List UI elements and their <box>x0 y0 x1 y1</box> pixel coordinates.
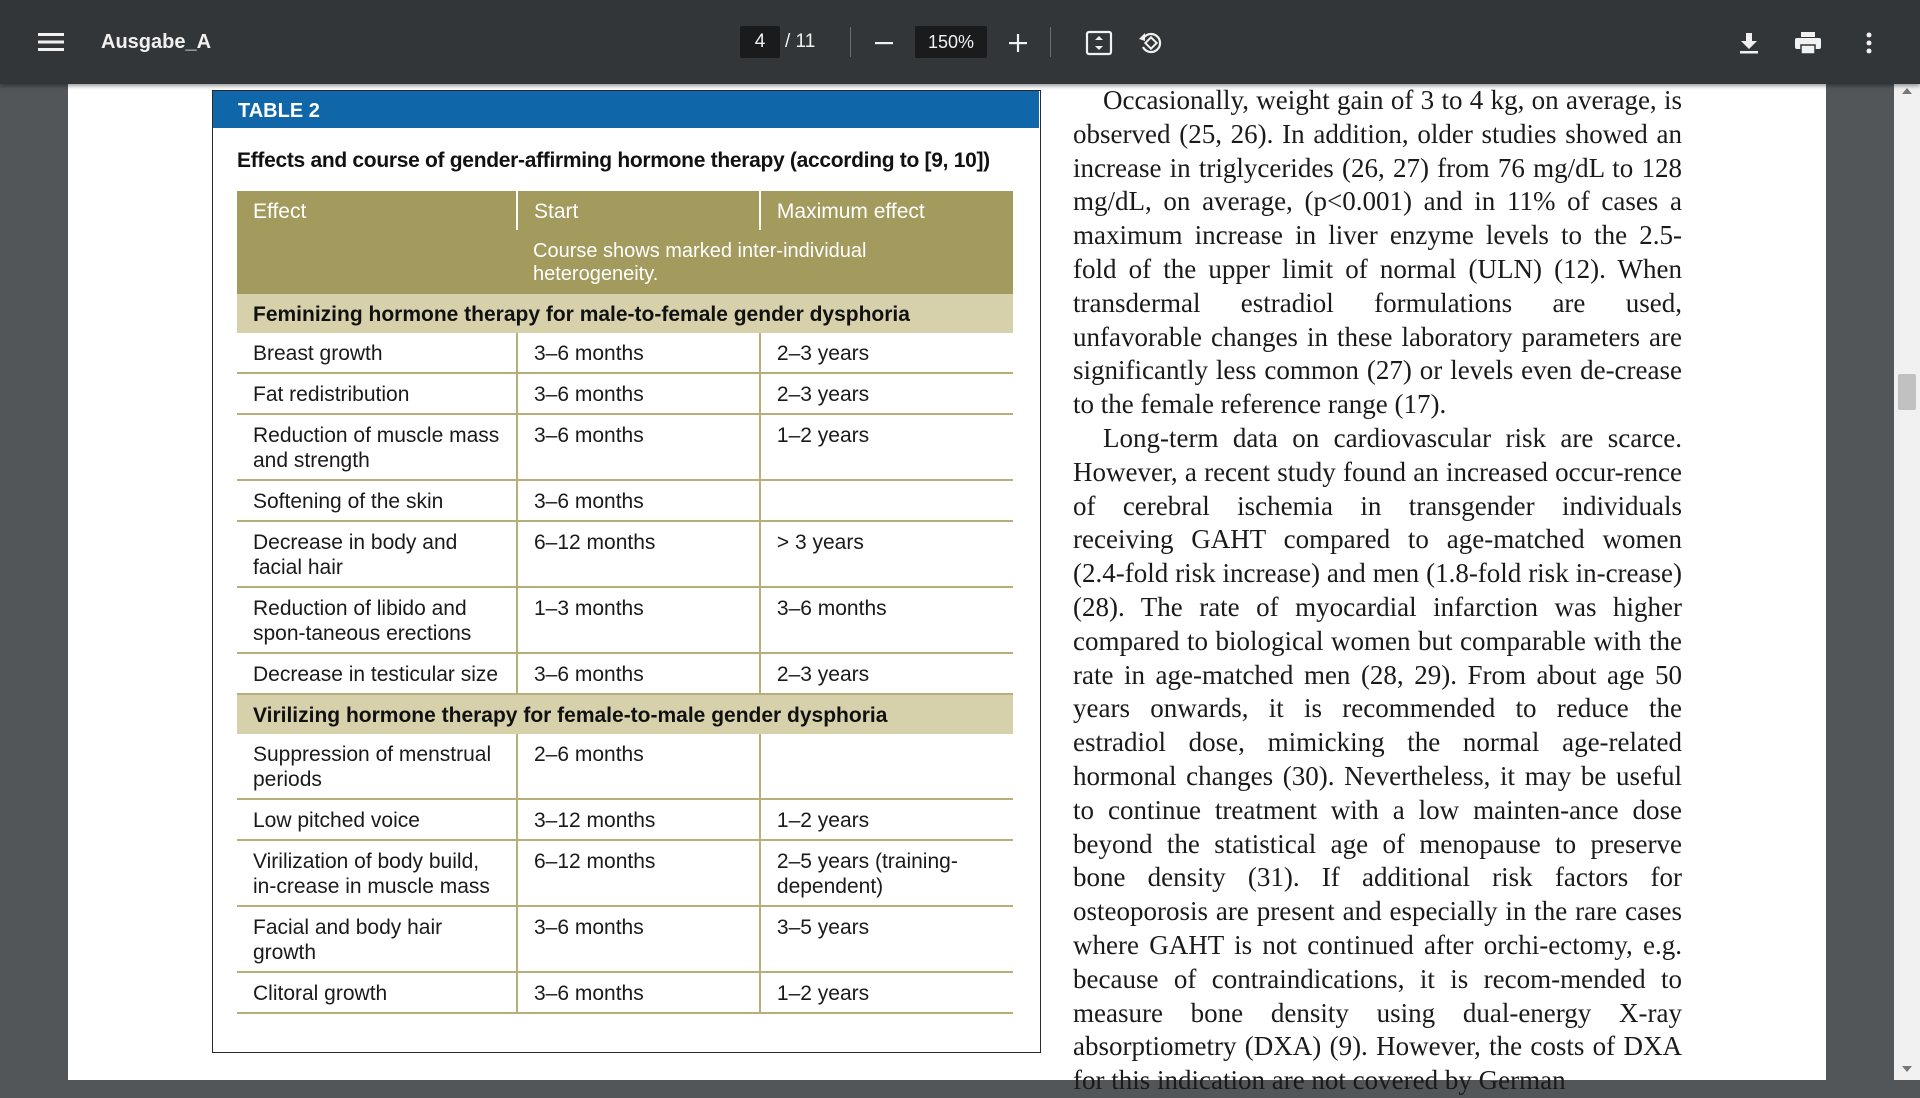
pdf-toolbar <box>0 0 1920 84</box>
table-row <box>237 799 1013 840</box>
header-maximum-effect: Maximum effect <box>760 191 1013 230</box>
cell-max: 3–5 years <box>760 906 1013 972</box>
pdf-page <box>68 84 1826 1096</box>
toolbar-divider <box>1050 27 1051 57</box>
cell-start: 3–12 months <box>517 799 760 840</box>
table-row <box>237 840 1013 906</box>
cell-start: 6–12 months <box>517 521 760 587</box>
cell-effect: Suppression of menstrual periods <box>237 734 517 799</box>
section-title-virilizing: Virilizing hormone therapy for female-to-male gender dysphoria <box>237 694 1013 734</box>
cell-max: 2–3 years <box>760 333 1013 373</box>
cell-max: 1–2 years <box>760 799 1013 840</box>
cell-start: 3–6 months <box>517 906 760 972</box>
cell-start: 3–6 months <box>517 653 760 694</box>
toolbar-divider <box>850 27 851 57</box>
print-button[interactable] <box>1791 26 1825 60</box>
menu-icon[interactable] <box>28 22 74 62</box>
table-row <box>237 373 1013 414</box>
header-start: Start <box>517 191 760 230</box>
cell-start: 3–6 months <box>517 480 760 521</box>
cell-effect: Decrease in testicular size <box>237 653 517 694</box>
scroll-down-icon[interactable] <box>1902 1066 1912 1072</box>
table-row <box>237 734 1013 799</box>
scrollbar-thumb[interactable] <box>1898 374 1916 410</box>
minus-icon <box>874 33 894 53</box>
table-row <box>237 587 1013 653</box>
header-note: Course shows marked inter-individual heterogeneity. <box>517 230 1013 294</box>
page-total: / 11 <box>785 31 816 52</box>
rotate-button[interactable] <box>1134 26 1168 60</box>
article-body-text <box>1073 84 1682 1098</box>
fit-to-page-button[interactable] <box>1082 26 1116 60</box>
cell-max <box>760 480 1013 521</box>
cell-effect: Facial and body hair growth <box>237 906 517 972</box>
zoom-level-input[interactable]: 150% <box>915 26 987 58</box>
table-row <box>237 972 1013 1013</box>
cell-start: 2–6 months <box>517 734 760 799</box>
plus-icon <box>1008 33 1028 53</box>
table-row <box>237 653 1013 694</box>
print-icon <box>1794 31 1822 55</box>
more-options-button[interactable] <box>1852 26 1886 60</box>
download-button[interactable] <box>1732 26 1766 60</box>
table-header-row <box>237 191 1013 230</box>
cell-max <box>760 734 1013 799</box>
table-row <box>237 414 1013 480</box>
cell-effect: Reduction of muscle mass and strength <box>237 414 517 480</box>
table-section-row <box>237 694 1013 734</box>
table-caption: Effects and course of gender-affirming hormone therapy (according to [9, 10]) <box>237 149 990 172</box>
page-number-input[interactable]: 4 <box>740 26 780 58</box>
cell-effect: Virilization of body build, in-crease in muscle mass <box>237 840 517 906</box>
cell-max: > 3 years <box>760 521 1013 587</box>
cell-effect: Clitoral growth <box>237 972 517 1013</box>
cell-max: 2–3 years <box>760 373 1013 414</box>
cell-start: 3–6 months <box>517 333 760 373</box>
cell-max: 1–2 years <box>760 414 1013 480</box>
table-row <box>237 521 1013 587</box>
document-title: Ausgabe_A <box>101 31 212 53</box>
cell-max: 2–5 years (training-dependent) <box>760 840 1013 906</box>
zoom-out-button[interactable] <box>868 27 900 59</box>
paragraph: Occasionally, weight gain of 3 to 4 kg, on average, is observed (25, 26). In addition, older studies showed an increase in triglycerides (26, 27) from 76 mg/dL to 128 mg/dL, on average, (p<0.001) and in 11% of cases a maximum increase in liver enzyme levels to the 2.5-fold of the upper limit of normal (ULN) (12). When transdermal estradiol formulations are used, unfavorable changes in these laboratory parameters are significantly less common (27) or levels even de-crease to the female reference range (17). <box>1073 85 1682 420</box>
paragraph: Long-term data on cardiovascular risk are scarce. However, a recent study found an increased occur-rence of cerebral ischemia in transgender individuals receiving GAHT compared to age-matched women (2.4-fold risk increase) and men (1.8-fold risk in-crease) (28). The rate of myocardial infarction was higher compared to biological women but comparable with the rate in age-matched men (28, 29). From about age 50 years onwards, it is recommended to reduce the estradiol dose, mimicking the normal age-related hormonal changes (30). Nevertheless, it may be useful to continue treatment with a low mainten-ance dose beyond the statistical age of menopause to preserve bone density (31). If additional risk factors for osteoporosis are present and especially in the rare cases where GAHT is not continued after orchi-ectomy, e.g. because of contraindications, it is recom-mended to measure bone density using dual-energy X-ray absorptiometry (DXA) (9). However, the costs of DXA for this indication are not covered by German <box>1073 422 1682 1096</box>
table-frame <box>212 90 1041 1053</box>
cell-max: 1–2 years <box>760 972 1013 1013</box>
rotate-icon <box>1137 29 1165 57</box>
cell-start: 3–6 months <box>517 373 760 414</box>
pdf-viewer <box>0 84 1920 1096</box>
cell-effect: Fat redistribution <box>237 373 517 414</box>
download-icon <box>1738 31 1760 55</box>
zoom-in-button[interactable] <box>1002 27 1034 59</box>
cell-start: 3–6 months <box>517 972 760 1013</box>
table-section-row <box>237 294 1013 333</box>
cell-start: 3–6 months <box>517 414 760 480</box>
header-effect: Effect <box>237 191 517 294</box>
cell-max: 2–3 years <box>760 653 1013 694</box>
table-row <box>237 906 1013 972</box>
vertical-scrollbar[interactable] <box>1894 84 1920 1080</box>
cell-start: 6–12 months <box>517 840 760 906</box>
hormone-therapy-table <box>237 191 1013 1014</box>
cell-effect: Reduction of libido and spon-taneous erections <box>237 587 517 653</box>
table-row <box>237 480 1013 521</box>
cell-effect: Low pitched voice <box>237 799 517 840</box>
cell-start: 1–3 months <box>517 587 760 653</box>
cell-max: 3–6 months <box>760 587 1013 653</box>
table-row <box>237 333 1013 373</box>
scroll-up-icon[interactable] <box>1902 88 1912 94</box>
section-title-feminizing: Feminizing hormone therapy for male-to-female gender dysphoria <box>237 294 1013 333</box>
fit-page-icon <box>1085 30 1113 56</box>
cell-effect: Breast growth <box>237 333 517 373</box>
table-tag: TABLE 2 <box>213 91 1039 128</box>
more-vert-icon <box>1865 31 1873 55</box>
cell-effect: Softening of the skin <box>237 480 517 521</box>
cell-effect: Decrease in body and facial hair <box>237 521 517 587</box>
